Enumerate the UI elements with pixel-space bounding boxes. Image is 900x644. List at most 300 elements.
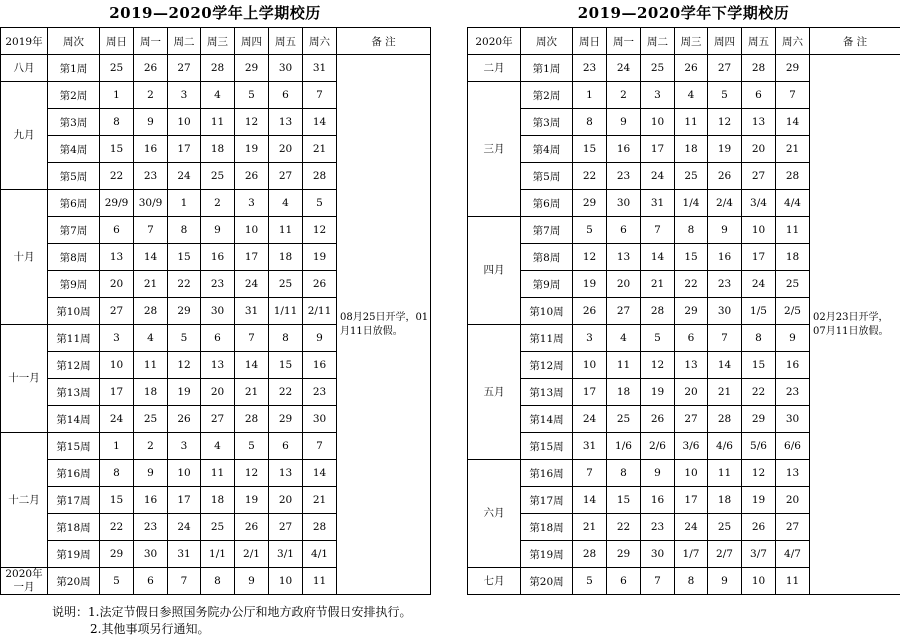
day-cell: 21 bbox=[303, 136, 337, 163]
day-cell: 28 bbox=[303, 514, 337, 541]
day-cell: 18 bbox=[269, 244, 303, 271]
week-number: 第1周 bbox=[521, 55, 573, 82]
week-number: 第12周 bbox=[521, 352, 573, 379]
day-cell: 16 bbox=[134, 136, 168, 163]
day-header: 周一 bbox=[134, 28, 168, 55]
day-cell: 23 bbox=[134, 514, 168, 541]
day-cell: 10 bbox=[235, 217, 269, 244]
week-number: 第7周 bbox=[48, 217, 100, 244]
day-cell: 14 bbox=[776, 109, 810, 136]
day-cell: 1/6 bbox=[607, 433, 641, 460]
day-cell: 1/11 bbox=[269, 298, 303, 325]
day-cell: 26 bbox=[235, 514, 269, 541]
day-cell: 30 bbox=[134, 541, 168, 568]
day-cell: 7 bbox=[235, 325, 269, 352]
day-cell: 24 bbox=[742, 271, 776, 298]
month-label: 六月 bbox=[468, 460, 521, 568]
day-cell: 14 bbox=[573, 487, 607, 514]
day-cell: 6 bbox=[134, 568, 168, 595]
week-number: 第2周 bbox=[521, 82, 573, 109]
day-cell: 8 bbox=[742, 325, 776, 352]
day-cell: 12 bbox=[303, 217, 337, 244]
day-cell: 4 bbox=[675, 82, 708, 109]
day-cell: 28 bbox=[708, 406, 742, 433]
day-cell: 2/1 bbox=[235, 541, 269, 568]
month-label: 十二月 bbox=[1, 433, 48, 568]
day-cell: 3 bbox=[100, 325, 134, 352]
day-cell: 16 bbox=[607, 136, 641, 163]
week-number: 第9周 bbox=[521, 271, 573, 298]
day-cell: 23 bbox=[134, 163, 168, 190]
second-semester-title: 2019—2020学年下学期校历 bbox=[577, 4, 790, 22]
day-cell: 6 bbox=[742, 82, 776, 109]
week-header: 周次 bbox=[48, 28, 100, 55]
week-number: 第2周 bbox=[48, 82, 100, 109]
day-cell: 24 bbox=[100, 406, 134, 433]
day-cell: 5 bbox=[708, 82, 742, 109]
day-cell: 22 bbox=[100, 514, 134, 541]
day-cell: 9 bbox=[303, 325, 337, 352]
day-cell: 1/5 bbox=[742, 298, 776, 325]
day-cell: 5 bbox=[168, 325, 201, 352]
footer-line-1: 说明：1.法定节假日参照国务院办公厅和地方政府节假日安排执行。 bbox=[52, 605, 412, 619]
day-cell: 5 bbox=[235, 433, 269, 460]
week-number: 第17周 bbox=[521, 487, 573, 514]
day-cell: 20 bbox=[607, 271, 641, 298]
day-cell: 8 bbox=[168, 217, 201, 244]
header-row bbox=[468, 28, 900, 55]
day-cell: 13 bbox=[742, 109, 776, 136]
day-cell: 28 bbox=[235, 406, 269, 433]
day-cell: 6 bbox=[201, 325, 235, 352]
day-cell: 3 bbox=[168, 433, 201, 460]
day-cell: 12 bbox=[708, 109, 742, 136]
day-cell: 27 bbox=[201, 406, 235, 433]
day-cell: 9 bbox=[708, 568, 742, 595]
day-cell: 17 bbox=[675, 487, 708, 514]
day-cell: 21 bbox=[134, 271, 168, 298]
day-cell: 3/1 bbox=[269, 541, 303, 568]
day-cell: 24 bbox=[641, 163, 675, 190]
day-header: 周日 bbox=[100, 28, 134, 55]
day-cell: 9 bbox=[641, 460, 675, 487]
day-cell: 8 bbox=[100, 109, 134, 136]
day-cell: 2 bbox=[201, 190, 235, 217]
week-number: 第7周 bbox=[521, 217, 573, 244]
note-header: 备 注 bbox=[337, 28, 431, 55]
day-cell: 29 bbox=[269, 406, 303, 433]
week-number: 第16周 bbox=[521, 460, 573, 487]
week-number: 第14周 bbox=[521, 406, 573, 433]
day-cell: 9 bbox=[708, 217, 742, 244]
day-cell: 14 bbox=[235, 352, 269, 379]
day-cell: 15 bbox=[607, 487, 641, 514]
week-number: 第4周 bbox=[48, 136, 100, 163]
day-cell: 26 bbox=[742, 514, 776, 541]
day-cell: 18 bbox=[134, 379, 168, 406]
day-cell: 15 bbox=[675, 244, 708, 271]
day-cell: 30/9 bbox=[134, 190, 168, 217]
day-cell: 4/1 bbox=[303, 541, 337, 568]
first-semester-calendar bbox=[0, 27, 431, 595]
week-number: 第16周 bbox=[48, 460, 100, 487]
week-number: 第6周 bbox=[48, 190, 100, 217]
day-cell: 16 bbox=[303, 352, 337, 379]
day-cell: 14 bbox=[708, 352, 742, 379]
day-cell: 11 bbox=[303, 568, 337, 595]
footer-line-2: 2.其他事项另行通知。 bbox=[90, 622, 210, 636]
day-cell: 17 bbox=[573, 379, 607, 406]
day-cell: 26 bbox=[641, 406, 675, 433]
day-cell: 31 bbox=[303, 55, 337, 82]
day-cell: 5 bbox=[303, 190, 337, 217]
day-cell: 28 bbox=[134, 298, 168, 325]
day-cell: 25 bbox=[100, 55, 134, 82]
week-number: 第15周 bbox=[521, 433, 573, 460]
day-cell: 21 bbox=[776, 136, 810, 163]
day-cell: 29 bbox=[675, 298, 708, 325]
week-header: 周次 bbox=[521, 28, 573, 55]
day-cell: 7 bbox=[303, 82, 337, 109]
day-cell: 24 bbox=[168, 163, 201, 190]
day-cell: 1/4 bbox=[675, 190, 708, 217]
day-cell: 25 bbox=[641, 55, 675, 82]
week-number: 第3周 bbox=[521, 109, 573, 136]
day-cell: 4 bbox=[134, 325, 168, 352]
day-cell: 7 bbox=[134, 217, 168, 244]
day-cell: 1/7 bbox=[675, 541, 708, 568]
first-semester-title: 2019—2020学年上学期校历 bbox=[109, 4, 321, 22]
day-cell: 12 bbox=[235, 109, 269, 136]
semester-note: 08月25日开学，01月11日放假。 bbox=[337, 55, 431, 595]
day-cell: 25 bbox=[607, 406, 641, 433]
day-cell: 27 bbox=[776, 514, 810, 541]
day-cell: 16 bbox=[641, 487, 675, 514]
day-cell: 28 bbox=[742, 55, 776, 82]
day-cell: 17 bbox=[641, 136, 675, 163]
day-cell: 31 bbox=[641, 190, 675, 217]
day-header: 周四 bbox=[235, 28, 269, 55]
day-cell: 2 bbox=[607, 82, 641, 109]
day-cell: 2/7 bbox=[708, 541, 742, 568]
day-cell: 8 bbox=[201, 568, 235, 595]
day-cell: 30 bbox=[201, 298, 235, 325]
month-label: 十月 bbox=[1, 190, 48, 325]
day-cell: 27 bbox=[269, 163, 303, 190]
day-cell: 1 bbox=[168, 190, 201, 217]
day-cell: 21 bbox=[573, 514, 607, 541]
day-cell: 15 bbox=[269, 352, 303, 379]
week-number: 第15周 bbox=[48, 433, 100, 460]
day-cell: 10 bbox=[641, 109, 675, 136]
day-cell: 9 bbox=[776, 325, 810, 352]
week-number: 第13周 bbox=[521, 379, 573, 406]
day-cell: 10 bbox=[573, 352, 607, 379]
day-cell: 11 bbox=[607, 352, 641, 379]
day-cell: 26 bbox=[134, 55, 168, 82]
day-header: 周四 bbox=[708, 28, 742, 55]
day-cell: 28 bbox=[641, 298, 675, 325]
day-cell: 1 bbox=[573, 82, 607, 109]
month-label: 五月 bbox=[468, 325, 521, 460]
day-cell: 5 bbox=[573, 568, 607, 595]
day-cell: 11 bbox=[269, 217, 303, 244]
day-cell: 28 bbox=[573, 541, 607, 568]
day-cell: 22 bbox=[742, 379, 776, 406]
day-cell: 10 bbox=[675, 460, 708, 487]
week-number: 第4周 bbox=[521, 136, 573, 163]
day-cell: 3 bbox=[573, 325, 607, 352]
day-cell: 7 bbox=[641, 217, 675, 244]
day-cell: 11 bbox=[201, 109, 235, 136]
day-cell: 17 bbox=[168, 136, 201, 163]
day-cell: 25 bbox=[201, 514, 235, 541]
day-cell: 5 bbox=[573, 217, 607, 244]
day-cell: 11 bbox=[134, 352, 168, 379]
day-cell: 25 bbox=[675, 163, 708, 190]
day-cell: 24 bbox=[675, 514, 708, 541]
day-cell: 23 bbox=[776, 379, 810, 406]
day-cell: 6 bbox=[607, 217, 641, 244]
day-cell: 31 bbox=[168, 541, 201, 568]
day-cell: 24 bbox=[168, 514, 201, 541]
day-cell: 9 bbox=[134, 109, 168, 136]
day-cell: 30 bbox=[708, 298, 742, 325]
day-cell: 5 bbox=[641, 325, 675, 352]
day-cell: 20 bbox=[776, 487, 810, 514]
day-cell: 9 bbox=[134, 460, 168, 487]
day-cell: 19 bbox=[573, 271, 607, 298]
day-cell: 12 bbox=[573, 244, 607, 271]
day-cell: 13 bbox=[100, 244, 134, 271]
day-cell: 1/1 bbox=[201, 541, 235, 568]
day-cell: 26 bbox=[573, 298, 607, 325]
day-cell: 6 bbox=[607, 568, 641, 595]
day-cell: 11 bbox=[201, 460, 235, 487]
day-cell: 22 bbox=[607, 514, 641, 541]
day-cell: 4 bbox=[269, 190, 303, 217]
day-cell: 8 bbox=[675, 568, 708, 595]
day-cell: 17 bbox=[742, 244, 776, 271]
day-cell: 27 bbox=[675, 406, 708, 433]
day-header: 周日 bbox=[573, 28, 607, 55]
month-label: 四月 bbox=[468, 217, 521, 325]
day-cell: 13 bbox=[776, 460, 810, 487]
day-cell: 20 bbox=[100, 271, 134, 298]
day-cell: 1 bbox=[100, 82, 134, 109]
day-cell: 20 bbox=[201, 379, 235, 406]
day-cell: 15 bbox=[100, 136, 134, 163]
day-cell: 30 bbox=[641, 541, 675, 568]
day-cell: 19 bbox=[708, 136, 742, 163]
day-cell: 31 bbox=[573, 433, 607, 460]
day-cell: 10 bbox=[269, 568, 303, 595]
day-header: 周一 bbox=[607, 28, 641, 55]
week-number: 第5周 bbox=[521, 163, 573, 190]
day-header: 周五 bbox=[269, 28, 303, 55]
day-cell: 6 bbox=[100, 217, 134, 244]
day-header: 周六 bbox=[776, 28, 810, 55]
day-cell: 27 bbox=[168, 55, 201, 82]
day-cell: 4/4 bbox=[776, 190, 810, 217]
day-cell: 15 bbox=[573, 136, 607, 163]
day-cell: 10 bbox=[742, 568, 776, 595]
day-cell: 18 bbox=[201, 136, 235, 163]
day-cell: 6 bbox=[269, 433, 303, 460]
day-cell: 27 bbox=[269, 514, 303, 541]
week-number: 第6周 bbox=[521, 190, 573, 217]
day-cell: 2 bbox=[134, 82, 168, 109]
day-cell: 17 bbox=[100, 379, 134, 406]
day-cell: 30 bbox=[269, 55, 303, 82]
day-cell: 23 bbox=[641, 514, 675, 541]
week-number: 第10周 bbox=[521, 298, 573, 325]
day-cell: 28 bbox=[303, 163, 337, 190]
day-cell: 25 bbox=[269, 271, 303, 298]
day-cell: 25 bbox=[708, 514, 742, 541]
day-cell: 28 bbox=[776, 163, 810, 190]
day-cell: 20 bbox=[269, 136, 303, 163]
day-cell: 19 bbox=[168, 379, 201, 406]
day-cell: 19 bbox=[742, 487, 776, 514]
week-number: 第12周 bbox=[48, 352, 100, 379]
day-cell: 5 bbox=[100, 568, 134, 595]
day-cell: 29 bbox=[607, 541, 641, 568]
day-cell: 12 bbox=[168, 352, 201, 379]
day-cell: 30 bbox=[776, 406, 810, 433]
week-number: 第8周 bbox=[48, 244, 100, 271]
day-header: 周二 bbox=[641, 28, 675, 55]
week-number: 第20周 bbox=[521, 568, 573, 595]
day-cell: 26 bbox=[675, 55, 708, 82]
day-cell: 29 bbox=[168, 298, 201, 325]
day-cell: 20 bbox=[742, 136, 776, 163]
day-cell: 23 bbox=[607, 163, 641, 190]
day-cell: 29 bbox=[573, 190, 607, 217]
day-cell: 19 bbox=[235, 136, 269, 163]
day-cell: 31 bbox=[235, 298, 269, 325]
day-cell: 21 bbox=[641, 271, 675, 298]
day-cell: 7 bbox=[303, 433, 337, 460]
day-cell: 7 bbox=[573, 460, 607, 487]
month-label: 三月 bbox=[468, 82, 521, 217]
day-cell: 29 bbox=[100, 541, 134, 568]
day-cell: 5 bbox=[235, 82, 269, 109]
day-cell: 10 bbox=[168, 460, 201, 487]
week-number: 第14周 bbox=[48, 406, 100, 433]
day-header: 周二 bbox=[168, 28, 201, 55]
day-header: 周六 bbox=[303, 28, 337, 55]
week-number: 第18周 bbox=[48, 514, 100, 541]
day-cell: 13 bbox=[269, 109, 303, 136]
day-cell: 30 bbox=[303, 406, 337, 433]
week-number: 第1周 bbox=[48, 55, 100, 82]
day-cell: 16 bbox=[134, 487, 168, 514]
day-cell: 8 bbox=[269, 325, 303, 352]
month-label: 十一月 bbox=[1, 325, 48, 433]
day-cell: 29/9 bbox=[100, 190, 134, 217]
day-cell: 30 bbox=[607, 190, 641, 217]
day-cell: 8 bbox=[607, 460, 641, 487]
day-cell: 11 bbox=[708, 460, 742, 487]
day-cell: 3/7 bbox=[742, 541, 776, 568]
day-cell: 10 bbox=[742, 217, 776, 244]
day-cell: 27 bbox=[100, 298, 134, 325]
year-label: 2020年 bbox=[468, 28, 521, 55]
day-cell: 7 bbox=[168, 568, 201, 595]
day-cell: 23 bbox=[708, 271, 742, 298]
day-header: 周三 bbox=[201, 28, 235, 55]
footer-notes bbox=[52, 604, 411, 638]
day-cell: 29 bbox=[742, 406, 776, 433]
day-cell: 15 bbox=[742, 352, 776, 379]
day-cell: 22 bbox=[100, 163, 134, 190]
day-cell: 14 bbox=[303, 109, 337, 136]
day-cell: 22 bbox=[675, 271, 708, 298]
day-cell: 3/6 bbox=[675, 433, 708, 460]
month-label: 八月 bbox=[1, 55, 48, 82]
week-number: 第11周 bbox=[521, 325, 573, 352]
day-cell: 22 bbox=[573, 163, 607, 190]
day-cell: 21 bbox=[235, 379, 269, 406]
day-cell: 24 bbox=[607, 55, 641, 82]
day-cell: 4 bbox=[201, 433, 235, 460]
day-cell: 15 bbox=[168, 244, 201, 271]
week-number: 第5周 bbox=[48, 163, 100, 190]
day-cell: 18 bbox=[607, 379, 641, 406]
day-cell: 20 bbox=[675, 379, 708, 406]
day-cell: 28 bbox=[201, 55, 235, 82]
day-cell: 12 bbox=[641, 352, 675, 379]
day-cell: 25 bbox=[776, 271, 810, 298]
day-cell: 17 bbox=[235, 244, 269, 271]
day-cell: 3 bbox=[235, 190, 269, 217]
day-cell: 13 bbox=[675, 352, 708, 379]
day-cell: 11 bbox=[776, 568, 810, 595]
day-cell: 18 bbox=[675, 136, 708, 163]
week-number: 第9周 bbox=[48, 271, 100, 298]
day-cell: 22 bbox=[269, 379, 303, 406]
day-cell: 26 bbox=[708, 163, 742, 190]
day-cell: 16 bbox=[708, 244, 742, 271]
day-cell: 19 bbox=[303, 244, 337, 271]
day-cell: 21 bbox=[708, 379, 742, 406]
month-label: 九月 bbox=[1, 82, 48, 190]
week-number: 第20周 bbox=[48, 568, 100, 595]
day-cell: 9 bbox=[235, 568, 269, 595]
week-number: 第13周 bbox=[48, 379, 100, 406]
day-cell: 4/7 bbox=[776, 541, 810, 568]
day-cell: 4/6 bbox=[708, 433, 742, 460]
second-semester-calendar bbox=[467, 27, 900, 595]
day-cell: 18 bbox=[708, 487, 742, 514]
day-cell: 9 bbox=[607, 109, 641, 136]
day-cell: 26 bbox=[168, 406, 201, 433]
day-cell: 12 bbox=[742, 460, 776, 487]
day-cell: 29 bbox=[235, 55, 269, 82]
day-cell: 5/6 bbox=[742, 433, 776, 460]
day-cell: 7 bbox=[641, 568, 675, 595]
day-cell: 2/5 bbox=[776, 298, 810, 325]
day-cell: 25 bbox=[201, 163, 235, 190]
week-number: 第11周 bbox=[48, 325, 100, 352]
day-cell: 23 bbox=[201, 271, 235, 298]
day-cell: 1 bbox=[100, 433, 134, 460]
day-cell: 11 bbox=[675, 109, 708, 136]
day-cell: 22 bbox=[168, 271, 201, 298]
day-cell: 7 bbox=[708, 325, 742, 352]
day-cell: 12 bbox=[235, 460, 269, 487]
